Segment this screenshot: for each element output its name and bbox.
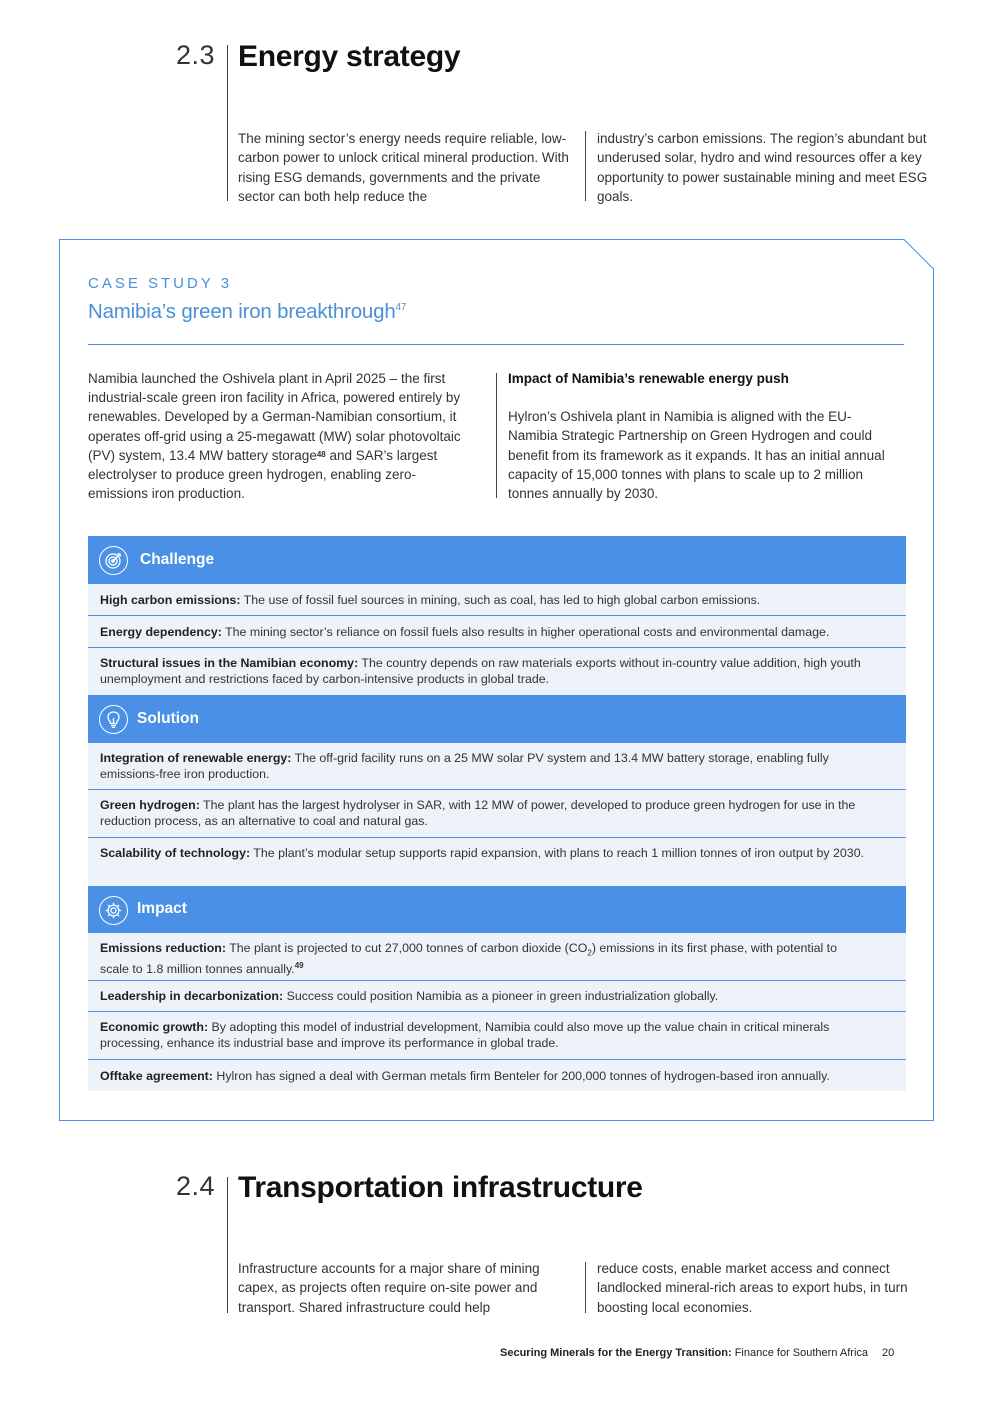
case-study-left-text xyxy=(88,369,473,503)
section-2-4-title: Transportation infrastructure xyxy=(238,1171,643,1204)
footer-title-rest: Finance for Southern Africa xyxy=(731,1347,869,1359)
section-2-4-intro-left: Infrastructure accounts for a major share of mining capex, as projects often require on-site power and transport. Shared infrastructure could help xyxy=(238,1261,540,1315)
section-2-4-divider xyxy=(227,1177,228,1313)
impact-row-text-cont: ) emissions in its first phase, with potential to scale to 1.8 million tonnes annually. xyxy=(100,941,838,977)
impact-row xyxy=(88,981,906,1012)
challenge-row xyxy=(88,616,906,648)
page-footer xyxy=(500,1347,894,1359)
impact-label: Impact xyxy=(137,900,187,917)
case-study-left-body: Namibia launched the Oshivela plant in April 2025 – the first industrial-scale green iron facility in Africa, powered entirely by renewables. Developed by a German-Namibian consortium, it operates off-grid using a 25-megawatt (MW) solar photovoltaic (PV) system, 13.4 MW battery storage xyxy=(88,371,461,463)
section-2-3-intro-left: The mining sector’s energy needs require reliable, low-carbon power to unlock critical mineral production. With rising ESG demands, governments and the private sector can both help reduce the xyxy=(238,131,569,204)
challenge-row-text: The mining sector’s reliance on fossil fuels also results in higher operational costs and environmental damage. xyxy=(221,625,830,639)
page-number: 20 xyxy=(882,1347,895,1359)
impact-row-ref[interactable]: 49 xyxy=(294,961,304,971)
case-study-left-ref[interactable]: 48 xyxy=(316,449,326,459)
section-2-3-intro-right: industry’s carbon emissions. The region’s abundant but underused solar, hydro and wind resources offer a key opportunity to power sustainable mining and meet ESG goals. xyxy=(597,131,928,204)
impact-row-text: Hylron has signed a deal with German metals firm Benteler for 200,000 tonnes of hydrogen-based iron annually. xyxy=(212,1069,830,1083)
case-study-rule xyxy=(88,344,904,345)
impact-band xyxy=(88,886,906,933)
lightbulb-icon xyxy=(99,705,128,734)
section-2-4-intro-divider xyxy=(585,1262,586,1313)
impact-row xyxy=(88,933,906,981)
section-2-3-divider xyxy=(227,45,228,201)
solution-row-title: Integration of renewable energy: xyxy=(100,751,292,765)
case-study-right-heading: Impact of Namibia’s renewable energy push xyxy=(508,371,789,386)
section-2-3-number: 2.3 xyxy=(176,40,216,70)
solution-row xyxy=(88,790,906,838)
case-study-title-text: Namibia’s green iron breakthrough xyxy=(88,300,396,323)
solution-row-title: Scalability of technology: xyxy=(100,846,251,860)
impact-row xyxy=(88,1012,906,1060)
challenge-row-text: The use of fossil fuel sources in mining, such as coal, has led to high global carbon emissions. xyxy=(240,593,761,607)
footer-title-bold: Securing Minerals for the Energy Transition: xyxy=(500,1347,732,1359)
solution-row xyxy=(88,743,906,790)
co2-subscript: 2 xyxy=(587,948,592,958)
challenge-row-text: The country depends on raw materials exports without in-country value addition, high youth unemployment and restrictions faced by carbon-intensive products in global trade. xyxy=(100,656,861,686)
challenge-row xyxy=(88,584,906,616)
impact-row-text: By adopting this model of industrial development, Namibia could also move up the value chain in critical minerals processing, enhance its industrial base and improve its performance in global trade. xyxy=(100,1020,830,1050)
impact-row-title: Offtake agreement: xyxy=(100,1069,213,1083)
section-2-3-intro-divider xyxy=(585,131,586,201)
challenge-label: Challenge xyxy=(140,551,215,568)
section-2-4-number: 2.4 xyxy=(176,1171,216,1201)
challenge-row-title: High carbon emissions: xyxy=(100,593,241,607)
section-2-3-title: Energy strategy xyxy=(238,40,461,73)
challenge-row-title: Energy dependency: xyxy=(100,625,222,639)
solution-row-text: The plant’s modular setup supports rapid expansion, with plans to reach 1 million tonnes of iron output by 2030. xyxy=(250,846,865,860)
case-study-title-ref[interactable]: 47 xyxy=(395,302,407,313)
challenge-band xyxy=(88,536,906,584)
case-study-right-body: Hylron’s Oshivela plant in Namibia is aligned with the EU-Namibia Strategic Partnership on Green Hydrogen and could benefit from its framework as it expands. It has an initial annual capacity of 15,000 tonnes with plans to scale up to 2 million tonnes annually by 2030. xyxy=(508,409,885,502)
solution-row xyxy=(88,838,906,886)
gear-icon xyxy=(99,896,128,925)
case-study-col-divider xyxy=(496,373,497,498)
impact-row-text: The plant is projected to cut 27,000 tonnes of carbon dioxide (CO xyxy=(226,941,588,955)
solution-row-title: Green hydrogen: xyxy=(100,798,200,812)
case-study-label: CASE STUDY 3 xyxy=(88,275,233,292)
section-2-4-intro-right: reduce costs, enable market access and connect landlocked mineral-rich areas to export hubs, in turn boosting local economies. xyxy=(597,1261,908,1315)
solution-row-text: The off-grid facility runs on a 25 MW solar PV system and 13.4 MW battery storage, enabling fully emissions-free iron production. xyxy=(100,751,829,781)
impact-row-title: Leadership in decarbonization: xyxy=(100,989,284,1003)
target-icon xyxy=(99,546,128,575)
solution-band xyxy=(88,695,906,743)
impact-row xyxy=(88,1060,906,1091)
challenge-row xyxy=(88,648,906,695)
case-study-title xyxy=(88,300,406,324)
solution-label: Solution xyxy=(137,710,199,727)
challenge-row-title: Structural issues in the Namibian economy: xyxy=(100,656,359,670)
impact-row-text: Success could position Namibia as a pioneer in green industrialization globally. xyxy=(283,989,719,1003)
impact-row-title: Economic growth: xyxy=(100,1020,209,1034)
case-study-left-body-end: and SAR’s largest electrolyser to produce green hydrogen, enabling zero-emissions iron production. xyxy=(88,447,438,502)
impact-row-title: Emissions reduction: xyxy=(100,941,226,955)
solution-row-text: The plant has the largest hydrolyser in SAR, with 12 MW of power, developed to produce green hydrogen for use in the reduction process, as an alternative to coal and natural gas. xyxy=(100,798,856,828)
case-study-right-text xyxy=(508,369,893,503)
